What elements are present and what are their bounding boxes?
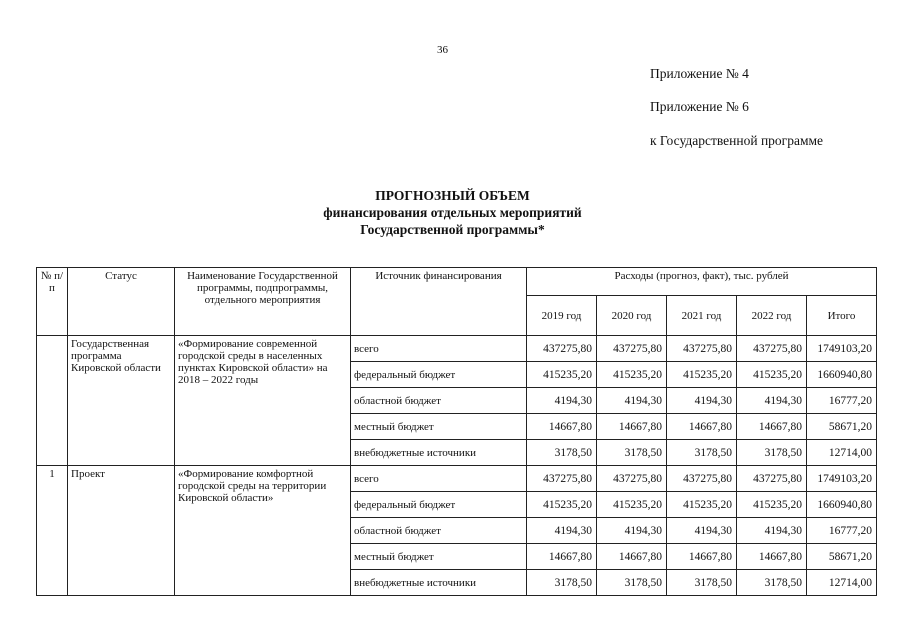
header-source: Источник финансирования: [351, 268, 527, 336]
value-2021: 14667,80: [667, 414, 737, 440]
value-2019: 3178,50: [527, 440, 597, 466]
value-2020: 4194,30: [597, 388, 667, 414]
value-total: 1660940,80: [807, 492, 877, 518]
value-2020: 415235,20: [597, 492, 667, 518]
value-2021: 4194,30: [667, 388, 737, 414]
value-2022: 4194,30: [737, 388, 807, 414]
value-2019: 415235,20: [527, 492, 597, 518]
value-total: 12714,00: [807, 570, 877, 596]
value-2020: 415235,20: [597, 362, 667, 388]
row-source: областной бюджет: [351, 518, 527, 544]
value-total: 1749103,20: [807, 466, 877, 492]
row-source: федеральный бюджет: [351, 492, 527, 518]
financing-table: [36, 267, 877, 596]
header-num: № п/п: [37, 268, 68, 336]
group-status: Проект: [68, 466, 175, 596]
row-source: областной бюджет: [351, 388, 527, 414]
appendix-line-1: Приложение № 4: [650, 66, 749, 81]
row-source: местный бюджет: [351, 414, 527, 440]
value-2022: 3178,50: [737, 570, 807, 596]
header-year-2019: 2019 год: [527, 296, 597, 336]
value-2019: 3178,50: [527, 570, 597, 596]
value-2022: 14667,80: [737, 414, 807, 440]
header-year-2021: 2021 год: [667, 296, 737, 336]
row-source: федеральный бюджет: [351, 362, 527, 388]
value-2020: 3178,50: [597, 570, 667, 596]
appendix-line-3: к Государственной программе: [650, 133, 824, 148]
row-source: внебюджетные источники: [351, 570, 527, 596]
value-total: 1660940,80: [807, 362, 877, 388]
value-2020: 14667,80: [597, 544, 667, 570]
table-row: [37, 466, 877, 492]
value-2022: 437275,80: [737, 466, 807, 492]
header-status: Статус: [68, 268, 175, 336]
title-line-1: ПРОГНОЗНЫЙ ОБЪЕМ: [375, 188, 530, 203]
page-number: 36: [437, 44, 448, 56]
value-2021: 415235,20: [667, 492, 737, 518]
group-name: «Формирование комфортной городской среды на территории Кировской области»: [175, 466, 351, 596]
value-2020: 437275,80: [597, 466, 667, 492]
value-2021: 14667,80: [667, 544, 737, 570]
value-2021: 3178,50: [667, 440, 737, 466]
group-status: Государственная программа Кировской области: [68, 336, 175, 466]
value-2022: 415235,20: [737, 492, 807, 518]
value-total: 1749103,20: [807, 336, 877, 362]
value-total: 16777,20: [807, 518, 877, 544]
header-expenses: Расходы (прогноз, факт), тыс. рублей: [527, 268, 877, 296]
value-2021: 4194,30: [667, 518, 737, 544]
value-2021: 3178,50: [667, 570, 737, 596]
value-2019: 14667,80: [527, 544, 597, 570]
appendix-line-2: Приложение № 6: [650, 99, 749, 114]
value-2022: 415235,20: [737, 362, 807, 388]
value-2022: 14667,80: [737, 544, 807, 570]
header-name: Наименование Государственной программы, подпрограммы, отдельного мероприятия: [175, 268, 351, 336]
value-2021: 437275,80: [667, 336, 737, 362]
table-row: [37, 336, 877, 362]
value-2020: 14667,80: [597, 414, 667, 440]
title-line-2: финансирования отдельных мероприятий: [323, 205, 582, 220]
value-2022: 437275,80: [737, 336, 807, 362]
row-source: всего: [351, 466, 527, 492]
value-2022: 4194,30: [737, 518, 807, 544]
value-2021: 415235,20: [667, 362, 737, 388]
value-2019: 415235,20: [527, 362, 597, 388]
group-num: [37, 336, 68, 466]
value-total: 58671,20: [807, 414, 877, 440]
value-2020: 3178,50: [597, 440, 667, 466]
value-2019: 14667,80: [527, 414, 597, 440]
value-2021: 437275,80: [667, 466, 737, 492]
header-year-2020: 2020 год: [597, 296, 667, 336]
title-line-3: Государственной программы*: [360, 222, 545, 237]
value-2020: 437275,80: [597, 336, 667, 362]
header-year-2022: 2022 год: [737, 296, 807, 336]
row-source: всего: [351, 336, 527, 362]
value-2019: 437275,80: [527, 336, 597, 362]
value-2020: 4194,30: [597, 518, 667, 544]
value-total: 58671,20: [807, 544, 877, 570]
group-num: 1: [37, 466, 68, 596]
row-source: местный бюджет: [351, 544, 527, 570]
value-2019: 437275,80: [527, 466, 597, 492]
value-2019: 4194,30: [527, 518, 597, 544]
value-total: 12714,00: [807, 440, 877, 466]
group-name: «Формирование современной городской среды в населенных пунктах Кировской области» на 2018 – 2022 годы: [175, 336, 351, 466]
row-source: внебюджетные источники: [351, 440, 527, 466]
header-total: Итого: [807, 296, 877, 336]
value-2022: 3178,50: [737, 440, 807, 466]
value-2019: 4194,30: [527, 388, 597, 414]
value-total: 16777,20: [807, 388, 877, 414]
